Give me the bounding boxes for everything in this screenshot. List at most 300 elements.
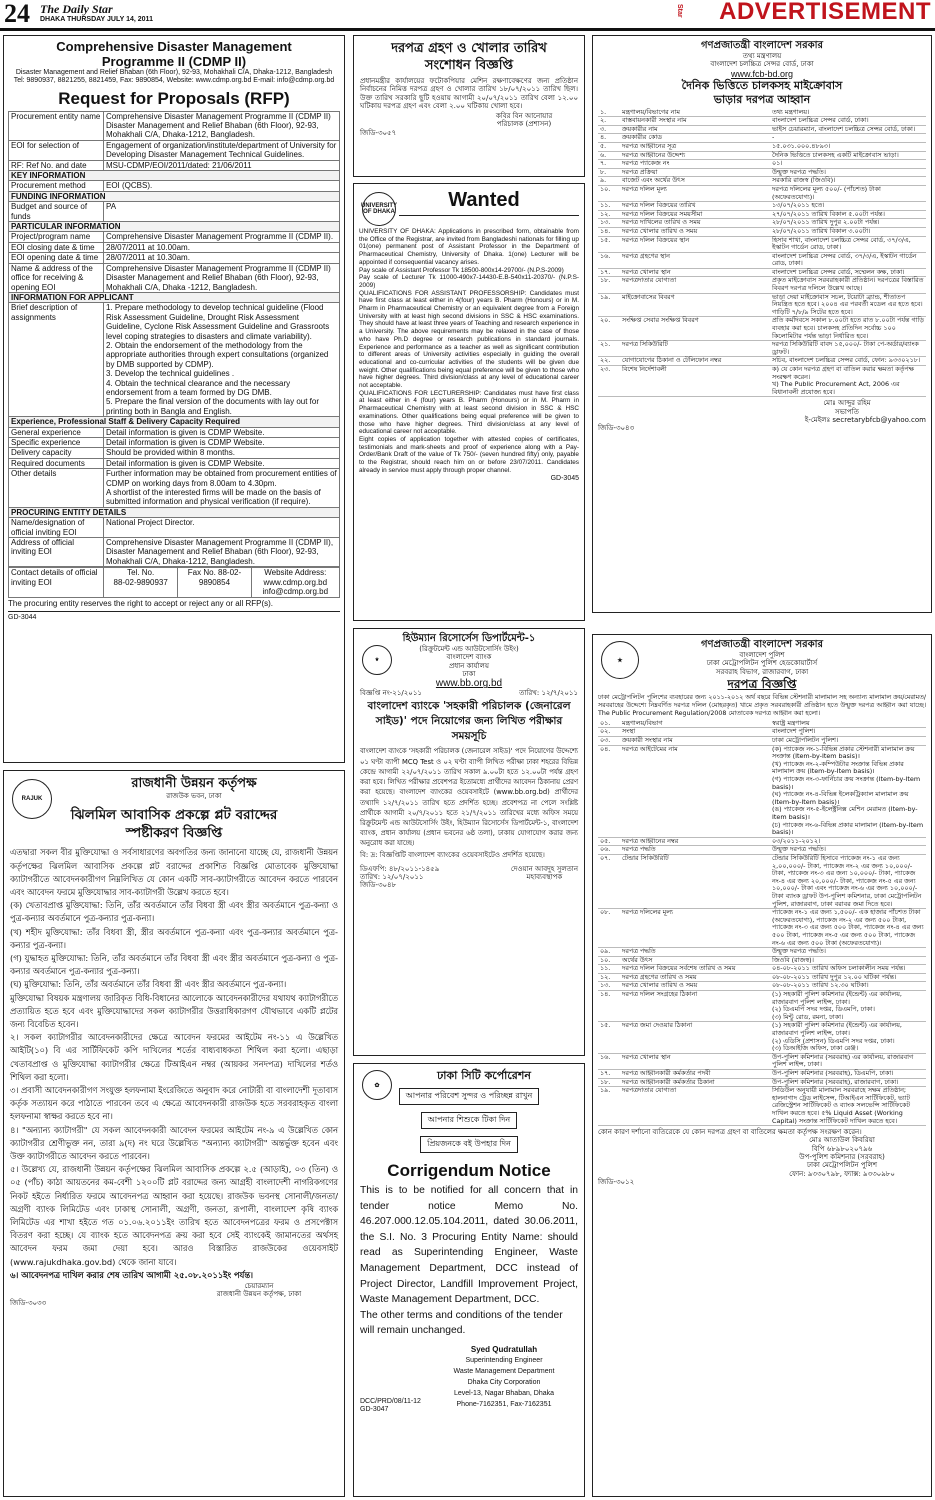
row-label: দরপত্রদাতার যোগ্যতা	[620, 1087, 770, 1126]
row-label: দরপত্র সিকিউরিটি	[620, 341, 770, 357]
schedule-row	[598, 1070, 926, 1079]
schedule-row	[598, 948, 926, 957]
row-number: ৮.	[598, 168, 620, 177]
row-value: উপ-পুলিশ কমিশনার (সরবরাহ) এর কার্যালয়, রাজারবাগ পুলিশ লাইন্স, ঢাকা।	[770, 1053, 926, 1069]
row-value: উন্মুক্ত দরপত্র পদ্ধতি।	[770, 846, 926, 855]
row-number: ১৯.	[598, 293, 620, 317]
row-value: (১) সহকারী পুলিশ কমিশনার (ইন্ডেন্ট) এর কার্যালয়, রাজারবাগ পুলিশ লাইন্স, ঢাকা। (২) ডিএমপি সদর দপ্তর, ডিএমপি, ঢাকা। (৩) মিন্টু রোড, রমনা, ঢাকা।	[770, 991, 926, 1022]
rfp-row	[9, 171, 340, 181]
contact-email: ই-মেইলঃ secretarybfcb@yahoo.com	[804, 415, 926, 424]
schedule-row	[598, 185, 926, 201]
row-value: উপ-পুলিশ কমিশনার (সরবরাহ), রাজারবাগ, ঢাকা।	[770, 1078, 926, 1087]
rfp-row	[9, 292, 340, 302]
schedule-row	[598, 277, 926, 293]
ad-code: জিডি-৩০৫৭	[360, 128, 397, 137]
row-number: ০৯.	[598, 948, 620, 957]
cdmp-title-2: Programme II (CDMP II)	[101, 54, 247, 69]
tender-heading-2: ভাড়ার দরপত্র আহ্বান	[713, 92, 811, 106]
row-value: ০১।	[770, 160, 926, 169]
row-label: দরপত্র দাখিলের তারিখ ও সময়	[620, 219, 770, 228]
rfp-field-value: Should be provided within 8 months.	[104, 448, 340, 458]
police-tail: কোন কারণ দর্শানো ব্যতিরেকে যে কোন দরপত্র গ্রহণ বা বাতিলের ক্ষমতা কর্তৃপক্ষ সংরক্ষণ করেন।	[598, 1128, 862, 1137]
ad-code: GD-3047	[360, 1406, 389, 1414]
rajuk-heading-1: ঝিলমিল আবাসিক প্রকল্পে প্লট বরাদ্দের	[70, 807, 278, 824]
rfp-section-heading: PROCURING ENTITY DETAILS	[9, 507, 340, 517]
rajuk-para-1: মুক্তিযোদ্ধা বিষয়ক মন্ত্রণালয় জারিকৃত বিধি-বিধানের আলোকে আবেদনকারীদের যথাযথ ক্যাটাগরীতে প্রত্যায়িত হতে হবে এবং মুক্তিযোদ্ধাদের সকল ক্যাটাগরীর উত্তরাধিকারগণ যৌথভাবে একটি প্লটের জন্য বিবেচিত হবেন।	[10, 992, 338, 1029]
rfp-note: The procuring entity reserves the right to accept or reject any or all RFP(s).	[8, 598, 273, 608]
row-number: ২.	[598, 117, 620, 126]
rfp-row	[9, 232, 340, 242]
dcc-title: ঢাকা সিটি কর্পোরেশন	[437, 1069, 531, 1082]
amend-title-2: সংশোধন বিজ্ঞপ্তি	[424, 58, 514, 73]
schedule-row	[598, 737, 926, 746]
row-number: ১৪.	[598, 227, 620, 236]
row-value: সিডিউল অনুযায়ী মালামাল সরবরাহে সক্ষম প্রতিষ্ঠান; হালনাগাদ ট্রেড লাইসেন্স, টিআইএন সার্টিফিকেট, ভ্যাট রেজিস্ট্রেশন সার্টিফিকেট ও ব্যাংক সলভেন্সি সার্টিফিকেট দাখিল করতে হবে। ৫% Liquid Asset (Working Capital) সংক্রান্ত সার্টিফিকেট দাখিল করতে হবে।	[770, 1087, 926, 1126]
contact-tel: Tel. No. 88-02-9890937	[104, 568, 178, 597]
rfp-row	[9, 303, 340, 417]
pay-scale-lecturer: Pay scale of Lecturer Tk 11000-490x7-14430-E.B-540x11-20370/- (N.P.S-2009)	[359, 274, 579, 289]
rfp-row	[9, 160, 340, 170]
divider	[399, 215, 579, 216]
row-value: ০৮-০৮-২০১১ তারিখ ১২.৩০ ঘটিকা।	[770, 982, 926, 991]
rfp-row	[9, 448, 340, 458]
slogan-environment: আপনার পরিবেশ সুন্দর ও পরিচ্ছন্ন রাখুন	[399, 1088, 540, 1105]
ad-code: জিডি-৩০১২	[598, 1177, 635, 1186]
rfp-row	[9, 242, 340, 252]
rfp-row	[9, 469, 340, 508]
row-value: ভাইস চেয়ারম্যান, বাংলাদেশ চলচ্চিত্র সেন্সর বোর্ড, ঢাকা।	[770, 125, 926, 134]
row-number: ১৩.	[598, 982, 620, 991]
row-number: ১২.	[598, 210, 620, 219]
row-number: ০৫.	[598, 837, 620, 846]
row-value: প্যাকেজ নং-১ এর জন্য ১,৫০০/- এক হাজার পাঁচশত টাকা (অফেরতযোগ্য), প্যাকেজ নং-২ এর জন্য ৫০০ টাকা, প্যাকেজ নং-৩ এর জন্য ৫০০ টাকা, প্যাকেজ নং-৪ এর জন্য ৫০০ টাকা, প্যাকেজ নং-৫ এর জন্য ৫০০ টাকা, প্যাকেজ নং-৬ এর জন্য ৫০০ টাকা (অফেরতযোগ্য)।	[770, 909, 926, 948]
page-number: 24	[4, 0, 30, 28]
category-list	[10, 899, 338, 991]
rfp-field-value: Comprehensive Disaster Management Programme II (CDMP II).	[104, 232, 340, 242]
amend-title-1: দরপত্র গ্রহণ ও খোলার তারিখ	[391, 41, 547, 56]
rajuk-para-6: ৬। আবেদনপত্র দাখিল করার শেষ তারিখ আগামী ২৫.০৮.২০১১ইং পর্যন্ত।	[10, 1269, 254, 1280]
rfp-table	[8, 111, 340, 568]
row-label: দরপত্র খোলার তারিখ ও সময়	[620, 227, 770, 236]
police-logo: ★	[601, 641, 639, 679]
schedule-row	[598, 909, 926, 948]
tender-schedule	[598, 109, 926, 398]
contact-web: Website Address: www.cdmp.org.bd info@cdmp.org.bd	[251, 568, 339, 597]
cdmp-address: Disaster Management and Relief Bhaban (6th Floor), 92-93, Mohakhali C/A, Dhaka-1212, Bangladesh	[15, 69, 333, 76]
row-label: দরপত্র আহ্বানের উদ্দেশ্য	[620, 151, 770, 160]
police-intro: ঢাকা মেট্রোপলিটন পুলিশের ব্যবহারের জন্য ২০১১-২০১২ অর্থ বছরে বিভিন্ন স্টেশনারী মালামাল সহ অন্যান্য মালামাল ক্রয়/মেরামত/সরবরাহের উদ্দেশ্যে নিম্নবর্ণিত দরপত্র দলিল (মোহরকৃত) খামে প্রকৃত সরবরাহকারী প্রতিষ্ঠান হতে উন্মুক্ত দরপত্র আহ্বান করা যাচ্ছে। The Public Procurement Regulation/2008 মোতাবেক দরপত্র আহ্বান করা হলো।	[598, 693, 926, 717]
rfp-field-label: Procurement entity name	[9, 111, 104, 140]
rajuk-title: রাজধানী উন্নয়ন কর্তৃপক্ষ	[131, 776, 257, 791]
row-number: ১৮.	[598, 277, 620, 293]
row-value: ২৮/০৭/২০১১ তারিখ দুপুর ২.০০টা পর্যন্ত।	[770, 219, 926, 228]
rfp-row	[9, 191, 340, 201]
rfp-field-value: MSU-CDMP/EOI/2011/dated: 21/06/2011	[104, 160, 340, 170]
row-value: দরপত্র সিকিউরিটি বাবদ ১৫,০০০/- টাকা পে-অর্ডার/ব্যাংক ড্রাফট।	[770, 341, 926, 357]
schedule-row	[598, 160, 926, 169]
bb-signature: দেওয়ান আবদুহ সুলতান মহাব্যবস্থাপক	[510, 864, 578, 882]
row-value: তথ্য মন্ত্রণালয়।	[770, 109, 926, 117]
row-value: প্রকৃত মাইক্রোবাস সরবরাহকারী প্রতিষ্ঠান। দরপত্রের বিস্তারিত বিবরণ দরপত্র দলিলে উল্লেখ আছে।	[770, 277, 926, 293]
row-label: সংক্ষিপ্ত সেবার সংক্ষিপ্ত বিবরণ	[620, 317, 770, 341]
row-value: উপ-পুলিশ কমিশনার (সরবরাহ), ডিএমপি, ঢাকা।	[770, 1070, 926, 1079]
row-value: স্বরাষ্ট্র মন্ত্রণালয়	[770, 720, 926, 728]
row-number: ০৮.	[598, 909, 620, 948]
schedule-row	[598, 1087, 926, 1126]
police-tender-ad	[592, 634, 932, 1497]
rfp-field-label: Budget and source of funds	[9, 202, 104, 222]
row-value: উন্মুক্ত দরপত্র পদ্ধতি।	[770, 168, 926, 177]
corrigendum-body-2: The other terms and conditions of the tender will remain unchanged.	[360, 1309, 563, 1337]
rfp-field-label: Brief description of assignments	[9, 303, 104, 417]
amend-signature: কবির বিন আনোয়ার পরিচালক (প্রশাসন)	[495, 112, 553, 129]
row-label: বাজেট এবং অর্থের উৎস	[620, 177, 770, 186]
bb-website-link[interactable]: www.bb.org.bd	[435, 678, 503, 690]
row-number: ০৪.	[598, 745, 620, 837]
bb-note: বি: দ্র: বিজ্ঞপ্তিটি বাংলাদেশ ব্যাংকের ওয়েবসাইটেও প্রদর্শিত হয়েছে।	[360, 850, 545, 859]
row-value: ০৪-০৮-২০১১ তারিখ অফিস চলাকালীন সময় পর্যন্ত।	[770, 965, 926, 974]
contact-fax: Fax No. 88-02- 9890854	[178, 568, 251, 597]
rfp-section-heading: PARTICULAR INFORMATION	[9, 222, 340, 232]
rfp-row	[9, 222, 340, 232]
row-value: ০৩/২০১১-২০১২।	[770, 837, 926, 846]
row-number: ১৭.	[598, 1070, 620, 1079]
row-number: ১৩.	[598, 219, 620, 228]
rfp-field-label: General experience	[9, 427, 104, 437]
govt-title: গণপ্রজাতন্ত্রী বাংলাদেশ সরকার	[701, 40, 823, 51]
schedule-row	[598, 202, 926, 211]
schedule-row	[598, 854, 926, 908]
row-number: ০১.	[598, 720, 620, 728]
schedule-row	[598, 1022, 926, 1053]
divider	[8, 611, 340, 612]
row-number: ১৮.	[598, 1078, 620, 1087]
tender-amendment-ad	[353, 35, 585, 177]
rfp-row	[9, 518, 340, 538]
row-number: ৯.	[598, 177, 620, 186]
bb-heading: বাংলাদেশ ব্যাংকে 'সহকারী পরিচালক (জেনারেল সাইড)' পদে নিয়োগের জন্য লিখিত পরীক্ষার সময়সূচি	[367, 700, 571, 743]
bangladesh-bank-ad	[353, 628, 585, 1056]
dhaka-university-logo: UNIVERSITY OF DHAKA	[362, 192, 396, 226]
row-value: ক) যে কোন দরপত্র গ্রহণ বা বাতিল করার ক্ষমতা কর্তৃপক্ষ সংরক্ষণ করেন। খ) The Public Procurement Act, 2006 এর বিধানাবলী প্রযোজ্য হবে।	[770, 366, 926, 397]
row-value: সচিব, বাংলাদেশ চলচ্চিত্র সেন্সর বোর্ড, ফোন: ৯৩৩০২১৮।	[770, 357, 926, 366]
rfp-row	[9, 417, 340, 427]
row-label: দরপত্র গ্রহণের স্থান	[620, 252, 770, 268]
rfp-field-value: Detail information is given is CDMP Website.	[104, 458, 340, 468]
rfp-field-label: Delivery capacity	[9, 448, 104, 458]
amend-body: প্রধানমন্ত্রীর কার্যালয়ের ফটোকপিয়ার মেশিন রক্ষণাবেক্ষণের জন্য প্রতিষ্ঠান নির্বাচনের নিমিত্ত দরপত্র গ্রহণ ও খোলার তারিখ ১৮/০৭/২০১১ তারিখ ছিল। উক্ত তারিখ সরকারি ছুটি হওয়ায় আগামী ২০/০৭/২০১১ তারিখ বেলা ১২.০০ ঘটিকায় দরপত্র গ্রহণ এবং বেলা ২.০০ ঘটিকায় খোলা হবে।	[360, 77, 578, 110]
row-value: ভাড়া দেয়া মাইক্রোবাস সচল, টয়োটা ব্র্যান্ড, শীতাতপ নিয়ন্ত্রিত হতে হবে। ২০০৪ এর পরবর্তী মডেল এর হতে হবে। গাড়িটি ৭/৮/৯ সিটের হতে হবে।	[770, 293, 926, 317]
dcc-corrigendum-ad	[353, 1063, 585, 1497]
wanted-intro: UNIVERSITY OF DHAKA: Applications in prescribed form, obtainable from the Office of the Registrar, are invited from Bangladeshi nationals for filling up 01(one) permanent post of Assistant Professor in the Department of Pharmaceutical Chemistry, University of Dhaka. 1(one) Lecturer will be appointed if consequential vacancy arises.	[359, 228, 579, 266]
schedule-row	[598, 720, 926, 728]
schedule-row	[598, 227, 926, 236]
corrigendum-body: This is to be notified for all concern that in tender notice Memo No. 46.207.000.12.05.104.2011, dated 30.06.2011, the S.I. No. 3 Procuring Entity Name: should read as Superintending Engineer, Waste Management Department, DCC instead of Project Director, Landfill Improvement Project, Waste Management Department, DCC.	[360, 1185, 578, 1306]
schedule-row	[598, 117, 926, 126]
rfp-field-value: 1. Prepare methodology to develop technical guideline (Flood Risk Assessment Guideline, Drought Risk Assessment Guideline, Cyclone Risk Assessment Guideline and Grassroots level coping strategies to disasters and climate variability). 2. Obtain the endorsement of the methodology from the appropriate authorities through expert consultations (organized by DMB supported by CDMP). 3. Develop the technical guidelines . 4. Obtain the technical clearance and the necessary endorsement from a team formed by DG DMB. 5. Prepare the final version of the documents with lay out for printing both in Bangla and English.	[104, 303, 340, 417]
row-label: দরপত্র আইটেমের নাম	[620, 745, 770, 837]
ad-code: GD-3044	[8, 613, 37, 621]
row-number: ১০.	[598, 185, 620, 201]
dfp-number: ডিএফপি: ৪৮/২০১১-১৪৫৯	[360, 864, 440, 873]
rajuk-ad	[3, 770, 345, 1497]
row-label: দরপত্র গ্রহণের তারিখ ও সময়	[620, 973, 770, 982]
row-number: ০৭.	[598, 854, 620, 908]
rfp-section-heading: KEY INFORMATION	[9, 171, 340, 181]
rfp-row	[9, 181, 340, 191]
wanted-ad	[353, 183, 585, 621]
schedule-row	[598, 991, 926, 1022]
police-dept: বাংলাদেশ পুলিশ	[739, 651, 785, 659]
row-value: (ক) প্যাকেজ নং-১-বিভিন্ন প্রকার স্টেশনারী মালামাল ক্রয় সংক্রান্ত (Item-by-Item basis)। (খ) প্যাকেজ নং-২-কম্পিউটার সংক্রান্ত বিভিন্ন প্রকার মালামাল ক্রয় (Item-by-Item basis)। (গ) প্যাকেজ নং-৩-ফার্নিচার ক্রয় সংক্রান্ত (Item-by-Item basis)। (ঘ) প্যাকেজ নং-৪-বিভিন্ন ইলেকট্রিক্যাল মালামাল ক্রয় (Item-by-Item basis)। (ঙ) প্যাকেজ নং-৫-ইলেক্ট্রনিক্স মেশিন মেরামত (Item-by-Item basis)। (চ) প্যাকেজ নং-৬-বিভিন্ন প্রকার মালামাল (Item-by-Item basis)।	[770, 745, 926, 837]
row-value: দৈনিক ভিত্তিতে চালকসহ একটি মাইক্রোবাস ভাড়া।	[770, 151, 926, 160]
rfp-row	[9, 140, 340, 160]
rfp-field-value: Detail information is given is CDMP Website.	[104, 427, 340, 437]
row-label: দরপত্র আহ্বানের সূত্র	[620, 142, 770, 151]
rajuk-para-2: ২। সকল ক্যাটাগরীর আবেদনকারীদের ক্ষেত্রে আবেদন ফরমের আইটেম নং-১১ এ উল্লেখিত আইটি(১০) বি এর সার্টিফিকেট কপি দাখিলের শর্তের বাধ্যবাধকতা শিথিল করা হলো। এছাড়া খেতাবপ্রাপ্ত ও মুক্তিযোদ্ধা ক্যাটাগরীর ক্ষেত্রে টিআইএন নম্বর (আয়কর সনদপত্র) দাখিলের শর্তও শিথিল করা হলো।	[10, 1032, 338, 1082]
rajuk-intro: এতদ্বারা সকল বীর মুক্তিযোদ্ধা ও সর্বসাধারণের অবগতির জন্য জানানো যাচ্ছে যে, রাজধানী উন্নয়ন কর্তৃপক্ষের ঝিলমিল আবাসিক প্রকল্পে প্লট বরাদ্দের প্রকাশিত বিজ্ঞপ্তি মোতাবেক মুক্তিযোদ্ধা ক্যাটাগরীতে আবেদনকারীগণ নিম্নলিখিত যে কোন একটি সাব-ক্যাটাগরীতে আবেদন করতে পারবেন এবং আবেদন ফরমে মুক্তিযোদ্ধার সাব-ক্যাটাগরী উল্লেখ করতে হবে।	[10, 847, 338, 897]
rfp-row	[9, 111, 340, 140]
row-value: বাংলাদেশ পুলিশ।	[770, 728, 926, 737]
row-label: দরপত্র পদ্ধতি	[620, 846, 770, 855]
ministry-name: তথ্য মন্ত্রণালয়	[742, 52, 782, 60]
rfp-field-label: Name & address of the office for receiving & opening EOI	[9, 263, 104, 292]
rfp-row	[9, 263, 340, 292]
row-number: ২১.	[598, 341, 620, 357]
category-item: (খ) শহীদ মুক্তিযোদ্ধা: তাঁর বিধবা স্ত্রী, স্ত্রীর অবর্তমানে পুত্র-কন্যা এবং পুত্র-কন্যার অবর্তমানে পুত্র-কন্যার পুত্র-কন্যা।	[10, 926, 338, 950]
ad-code: জিডি-৩০৪৩	[598, 424, 635, 433]
rfp-section-heading: Experience, Professional Staff & Delivery Capacity Required	[9, 417, 340, 427]
rfp-field-value: 28/07/2011 at 10.30am.	[104, 253, 340, 263]
schedule-row	[598, 252, 926, 268]
schedule-row	[598, 341, 926, 357]
rajuk-para-4: ৪। "অন্যান্য ক্যাটাগরী" যে সকল আবেদনকারী আবেদন ফরমের আইটেম নং-৯ এ উল্লেখিত কোন ক্যাটাগরীর শ্রেণীভুক্ত নন, তারা ৯(দ) নং ঘরে উল্লেখিত "অন্যান্য ক্যাটাগরী" অন্তর্ভুক্ত হবেন এবং উক্ত ক্যাটাগরীতে আবেদন করতে পারবেন।	[10, 1124, 338, 1161]
row-number: ১.	[598, 109, 620, 117]
row-label: দরপত্র জমা দেওয়ার ঠিকানা	[620, 1022, 770, 1053]
newspaper-name: The Daily Star	[40, 2, 113, 16]
rfp-field-value: PA	[104, 202, 340, 222]
row-label: দরপত্র আহ্বানকারী কর্মকর্তার পদবী	[620, 1070, 770, 1079]
rfp-field-value: Detail information is given is CDMP Website.	[104, 438, 340, 448]
row-number: ১৪.	[598, 991, 620, 1022]
rfp-row	[9, 253, 340, 263]
rfp-field-value: Engagement of organization/institute/department of University for Developing Disaster Management Technical Guidelines.	[104, 140, 340, 160]
row-label: দরপত্র দলিল বিক্রয়ের সর্বশেষ তারিখ ও সময়	[620, 965, 770, 974]
rfp-row	[9, 507, 340, 517]
row-label: মন্ত্রণালয়/বিভাগের নাম	[620, 109, 770, 117]
ad-code: জিডি-৩০৩৩	[10, 1298, 47, 1307]
contact-table	[8, 567, 340, 597]
slogan-books: প্রিয়জনকে বই উপহার দিন	[420, 1136, 518, 1153]
row-value: উন্মুক্ত দরপত্র পদ্ধতি।	[770, 948, 926, 957]
row-label: দরপত্রদাতার যোগ্যতা	[620, 277, 770, 293]
rfp-field-label: EOI closing date & time	[9, 242, 104, 252]
row-label: দরপত্র আহ্বানের নম্বর	[620, 837, 770, 846]
rfp-field-value: 28/07/2011 at 10.00am.	[104, 242, 340, 252]
row-label: সংস্থা	[620, 728, 770, 737]
row-value: বাংলাদেশ চলচ্চিত্র সেন্সর বোর্ড, সম্মেলন কক্ষ, ঢাকা।	[770, 268, 926, 277]
wanted-title: Wanted	[448, 189, 520, 211]
police-tender-schedule	[598, 720, 926, 1126]
qualifications-lecturer: QUALIFICATIONS FOR LECTURERSHIP: Candidates must have first class at least either in 4 (four) years B. Pharm (Honours) or in M. Pharm in Pharmaceutical Chemistry with at least second division in SSC & HSC examinations. Other qualifications being equal preference will be given to those who have higher degrees. Third division/class at any level of educational career not acceptable.	[359, 389, 579, 436]
govt-title: গণপ্রজাতন্ত্রী বাংলাদেশ সরকার	[701, 639, 823, 650]
notice-date: তারিখ: ১২/৭/২০১১	[519, 689, 578, 698]
row-number: ৩.	[598, 125, 620, 134]
row-value: ২৭/০৭/২০১১ তারিখ বিকাল ৫.০০টা পর্যন্ত।	[770, 210, 926, 219]
row-label: দরপত্র দলিল বিক্রয়ের স্থান	[620, 236, 770, 252]
issue-date: DHAKA THURSDAY JULY 14, 2011	[40, 16, 153, 23]
row-number: ১৫.	[598, 236, 620, 252]
row-label: ক্রয়কারীর কোড	[620, 134, 770, 143]
row-value: বাংলাদেশ চলচ্চিত্র সেন্সর বোর্ড, ৩৭/৩/এ, ইস্কাটন গার্ডেন রোড, ঢাকা।	[770, 252, 926, 268]
rfp-field-label: Procurement method	[9, 181, 104, 191]
rfp-row	[9, 438, 340, 448]
tender-notice-heading: দরপত্র বিজ্ঞপ্তি	[727, 676, 797, 691]
rfp-field-label: Other details	[9, 469, 104, 508]
rajuk-address: রাজউক ভবন, ঢাকা	[166, 792, 222, 800]
row-label: দরপত্র দলিল মূল্য	[620, 185, 770, 201]
rfp-field-label: Required documents	[9, 458, 104, 468]
row-label: যোগাযোগের ঠিকানা ও টেলিফোন নম্বর	[620, 357, 770, 366]
row-value: বাংলাদেশ চলচ্চিত্র সেন্সর বোর্ড, ঢাকা।	[770, 117, 926, 126]
slogan-vaccine: আপনার শিশুকে টিকা দিন	[421, 1112, 517, 1129]
ad-code: GD-3045	[550, 474, 579, 482]
pay-scale-assistant-professor: Pay scale of Assistant Professor Tk 18500-800x14-29700/- (N.P.S-2009)	[359, 266, 564, 274]
row-label: মন্ত্রণালয়/বিভাগ	[620, 720, 770, 728]
qualifications-assistant-professor: QUALIFICATIONS FOR ASSISTANT PROFESSORSHIP: Candidates must have first class at least either in 4(four) years B. Pharm (Honours) or in M. Pharm in Pharmaceutical Chemistry or an equivalent degree from a Foreign University with at least high second divisions in SSC & HSC examinations. They should have at least three years of Teaching and research experience in a University. The above requirements may be relaxed in the case of those who have Ph.D degree or research publications in standard journals. Experience and performance as a teacher as well as significant contribution to different areas of University activities especially in guiding the overall educational and co-curricular activities of the students will be given due weight. Other qualifications being equal preference will be given to those who have higher degrees. Third division/class at any level of educational career not acceptable.	[359, 289, 579, 390]
bb-office: প্রধান কার্যালয়	[449, 661, 489, 670]
row-number: ১১.	[598, 202, 620, 211]
cdmp-title-1: Comprehensive Disaster Management	[56, 39, 292, 54]
row-number: ২০.	[598, 317, 620, 341]
tender-heading-1: দৈনিক ভিত্তিতে চালকসহ মাইক্রোবাস	[681, 78, 843, 92]
row-label: অর্থের উৎস	[620, 956, 770, 965]
row-number: ৬.	[598, 151, 620, 160]
schedule-row	[598, 1053, 926, 1069]
masthead	[0, 0, 935, 30]
row-number: ১৫.	[598, 1022, 620, 1053]
row-label: টেন্ডার সিকিউরিটি	[620, 854, 770, 908]
dcc-ref: DCC/PRD/08/11-12	[360, 1397, 421, 1405]
bb-body: বাংলাদেশ ব্যাংকে 'সহকারী পরিচালক (জেনারেল সাইড)' পদে নিয়োগের উদ্দেশ্যে ০১ ঘণ্টা ব্যাপী MCQ Test ও ০২ ঘণ্টা ব্যাপী লিখিত পরীক্ষা ঢাকা শহরের বিভিন্ন কেন্দ্রে আগামী ২২/০৭/২০১১ তারিখ সকাল ৯.০০টা হতে ১২.০০টা পর্যন্ত গ্রহণ করা হবে। লিখিত পরীক্ষার প্রবেশপত্র ইতোমধ্যে প্রার্থীদের আবেদন ঠিকানায় প্রেরণ করা হয়েছে। বাংলাদেশ ব্যাংকের ওয়েবসাইটে (www.bb.org.bd) প্রার্থীদের তথ্যাদি ১২/৭/২০১১ তারিখ হতে প্রদর্শিত হচ্ছে। প্রবেশপত্র না পেলে সংশ্লিষ্ট প্রার্থীকে আগামী ২০/৭/২০১১ হতে ২১/৭/২০১১ তারিখের মধ্যে অফিস সময়ে রিক্রুটমেন্ট এন্ড আউটসোর্সিং উইং, হিউম্যান রিসোর্সেস ডিপার্টমেন্ট-১, বাংলাদেশ ব্যাংক, প্রধান কার্যালয় (প্রধান ভবনের ৬ষ্ঠ তলা), ঢাকায় যোগাযোগ করার জন্য অনুরোধ করা যাচ্ছে।	[360, 747, 578, 848]
row-label: দরপত্র দলিল সংগ্রহের ঠিকানা	[620, 991, 770, 1022]
rfp-field-value: Further information may be obtained from procurement entities of CDMP on working days from 8.00am to 4.30pm. A shortlist of the interested firms will be made on the basis of submitted information and physical verification (if require).	[104, 469, 340, 508]
row-label: মাইক্রোবাসের বিবরণ	[620, 293, 770, 317]
row-value: দরপত্র দলিলের মূল্য ৫০০/- (পাঁচশত) টাকা (অফেরতযোগ্য)।	[770, 185, 926, 201]
row-number: ০৩.	[598, 737, 620, 746]
row-number: ৫.	[598, 142, 620, 151]
police-division: সরবরাহ বিভাগ, রাজারবাগ, ঢাকা	[715, 667, 809, 676]
police-hq: ঢাকা মেট্রোপলিটন পুলিশ হেডকোয়ার্টার্স	[706, 659, 818, 668]
rfp-field-label: Address of official inviting EOI	[9, 538, 104, 567]
row-value: প্রতি কর্মদিবসে সকাল ৮.০০টা হতে রাত ৮.০০টা পর্যন্ত গাড়ি ব্যবহার করা হবে। চালকসহ প্রতিদিন সর্বোচ্চ ১০০ কিলোমিটার পর্যন্ত ভাড়া নির্ধারিত হবে।	[770, 317, 926, 341]
schedule-row	[598, 317, 926, 341]
row-number: ১০.	[598, 956, 620, 965]
category-item: (ঘ) মুক্তিযোদ্ধা: তিনি, তাঁর অবর্তমানে তাঁর বিধবা স্ত্রী এবং স্ত্রীর অবর্তমানে পুত্র-কন্যা।	[10, 979, 287, 990]
signatory-details: Superintending Engineer Waste Management Department Dhaka City Corporation Level-13, Nagar Bhaban, Dhaka Phone-7162351, Fax-7162351	[453, 1356, 555, 1408]
bb-city: ঢাকা	[462, 669, 476, 678]
row-label: দরপত্র প্রক্রিয়া	[620, 168, 770, 177]
category-item: (ক) খেতাবপ্রাপ্ত মুক্তিযোদ্ধা: তিনি, তাঁর অবর্তমানে তাঁর বিধবা স্ত্রী এবং স্ত্রীর অবর্তমানে পুত্র-কন্যা ও পুত্র-কন্যার অবর্তমানে পুত্র-কন্যার পুত্র-কন্যা।	[10, 900, 338, 924]
row-number: ০৬.	[598, 846, 620, 855]
row-number: ২২.	[598, 357, 620, 366]
notice-ref: বিজ্ঞপ্তি নং-২১/২০১১	[360, 689, 422, 698]
row-label: দরপত্র দলিল বিক্রয়ের সময়সীমা	[620, 210, 770, 219]
row-value: ০৮-০৮-২০১১ তারিখ দুপুর ১২.০০ ঘটিকা পর্যন্ত।	[770, 973, 926, 982]
row-label: দরপত্র দলিলের মূল্য	[620, 909, 770, 948]
row-value: সরকারি রাজস্ব (জিওবি)।	[770, 177, 926, 186]
schedule-row	[598, 236, 926, 252]
rajuk-heading-2: স্পষ্টীকরণ বিজ্ঞপ্তি	[125, 825, 223, 842]
row-value: (১) সহকারী পুলিশ কমিশনার (ইন্ডেন্ট) এর কার্যালয়, রাজারবাগ পুলিশ লাইন্স, ঢাকা। (২) এডিসি (প্রশাসন) ডিএমপি সদর দপ্তর, ঢাকা। (৩) ডিআইজি অফিস, ঢাকা রেঞ্জ।	[770, 1022, 926, 1053]
row-value: ১৩/০৭/২০১১ হতে।	[770, 202, 926, 211]
row-label: বিশেষ নির্দেশাবলী	[620, 366, 770, 397]
police-signature: মোঃ আতাউল কিবরিয়া বিপি ৬৮৯৮০২০৭৯৬ উপ-পুলিশ কমিশনার (সরবরাহ) ঢাকা মেট্রোপলিটন পুলিশ ফোন: ৯৩৩০৭৯৮, ফ্যাক্স: ৯৩৩০৯৮০	[789, 1136, 895, 1178]
star-tag: Star	[676, 4, 683, 18]
bb-department: হিউম্যান রিসোর্সেস ডিপার্টমেন্ট-১	[402, 633, 536, 644]
rfp-row	[9, 458, 340, 468]
rfp-field-value: Comprehensive Disaster Management Programme II (CDMP II) Disaster Management and Relief Bhaban (6th Floor), 92-93, Mohakhali C/A, Dhaka -1212, Bangladesh.	[104, 263, 340, 292]
rajuk-logo: RAJUK	[12, 779, 52, 819]
row-value: ২৮/০৭/২০১১ তারিখ বিকাল ৩.০০টা।	[770, 227, 926, 236]
schedule-row	[598, 142, 926, 151]
row-number: ১৯.	[598, 1087, 620, 1126]
rfp-row	[9, 538, 340, 567]
row-value: ঢাকা মেট্রোপলিটন পুলিশ।	[770, 737, 926, 746]
rfp-field-value: National Project Director.	[104, 518, 340, 538]
rajuk-para-5: ৫। উল্লেখ্য যে, রাজধানী উন্নয়ন কর্তৃপক্ষের ঝিলমিল আবাসিক প্রকল্পে ২.৫ (আড়াই), ০৩ (তিন) ও ০৫ (পাঁচ) কাঠা আয়তনের কম-বেশী ১২০০টি প্লট বরাদ্দের জন্য আগ্রহী বাংলাদেশী নাগরিকগণের নিকট হইতে নির্ধারিত ফরমে আবেদনপত্র আহ্বান করা হয়েছে। রাজউক ভবনস্থ সোনালী/জনতা/অগ্রণী ব্যাংক লিমিটেড এবং ঢাকাস্থ সোনালী, অগ্রণী, জনতা, রূপালী, বাংলাদেশ কৃষি ব্যাংক লিমিটেড এর শাখা হইতে গত ০১.০৬.২০১১ইং তারিখ হতে আবেদনপত্রের ফরম ও প্রসপেক্টাস বিতরণ করা হচ্ছে। যে ব্যাংক হতে আবেদনপত্র ক্রয় করা হবে সেই ব্যাংকেই জামানতের অর্থসহ আবেদন ফরম জমা দেয়া হবে। আরও বিস্তারিত রাজউকের ওয়েবসাইট (www.rajukdhaka.gov.bd) থেকে জানা যাবে।	[10, 1164, 338, 1267]
schedule-row	[598, 293, 926, 317]
rfp-field-value: Comprehensive Disaster Management Programme II (CDMP II), Disaster Management and Relief Bhaban (6th Floor), 92-93, Mohakhali C/A, Dhaka-1212, Bangladesh.	[104, 538, 340, 567]
rajuk-para-3: ৩। প্রবাসী আবেদনকারীগণ সংযুক্ত হলফনামা ইংরেজিতে অনুবাদ করে নোটারী বা বাংলাদেশী দূতাবাস কর্তৃক সত্যায়ন করে পাঠাতে পারবেন তবে এ ক্ষেত্রে আবেদনকারী রাজউক হতে সরবরাহকৃত বাংলা হলফনামা স্বাক্ষর করতে হবে না।	[10, 1084, 338, 1122]
masthead-rule	[0, 28, 935, 31]
website-link[interactable]: www.fcb-bd.org	[730, 68, 794, 79]
rfp-row	[9, 202, 340, 222]
row-label: দরপত্র খোলার স্থান	[620, 1053, 770, 1069]
dfp-date: তারিখ: ১২/০৭/২০১১	[360, 873, 424, 882]
cdmp-rfp-ad	[3, 35, 345, 763]
row-value: ১৫.০৩১.০০০.৪৮৯৩।	[770, 142, 926, 151]
bb-wing: (রিক্রুটমেন্ট এন্ড আউটসোর্সিং উইং)	[419, 645, 519, 653]
section-title: ADVERTISEMENT	[719, 0, 931, 25]
corrigendum-heading: Corrigendum Notice	[387, 1161, 551, 1180]
bangladesh-bank-logo: ⚜	[362, 645, 392, 675]
application-instructions: Eight copies of application together with attested copies of certificates, testimonials and mark-sheets and proof of experience along with a Pay-Order/Bank Draft of the value of Tk 750/- (seven hundred fifty) only, payable to the Registrar, should reach him on or before 23/07/2011. Candidates already in service must apply through proper channel.	[359, 435, 579, 474]
row-number: ২৩.	[598, 366, 620, 397]
row-label: বাস্তবায়নকারী সংস্থার নাম	[620, 117, 770, 126]
rfp-title: Request for Proposals (RFP)	[58, 88, 290, 108]
row-label: দরপত্র প্যাকেজ নং	[620, 160, 770, 169]
cdmp-contact: Tel: 9890937, 8821255, 8821459, Fax: 9890854, Website: www.cdmp.org.bd E-mail: info@cdmp.org.bd	[13, 77, 335, 85]
rfp-field-label: RF: Ref No. and date	[9, 160, 104, 170]
rfp-field-label: Name/designation of official inviting EOI	[9, 518, 104, 538]
schedule-row	[598, 366, 926, 397]
dcc-logo: ✿	[362, 1070, 392, 1100]
category-item: (গ) যুদ্ধাহত মুক্তিযোদ্ধা: তিনি, তাঁর অবর্তমানে তাঁর বিধবা স্ত্রী এবং স্ত্রীর অবর্তমানে পুত্র-কন্যা ও পুত্র-কন্যার অবর্তমানে পুত্র-কন্যার পুত্র-কন্যা।	[10, 952, 338, 977]
bb-name: বাংলাদেশ ব্যাংক	[446, 653, 492, 662]
row-label: দরপত্র পদ্ধতি	[620, 948, 770, 957]
row-label: দরপত্র দলিল বিক্রয়ের তারিখ	[620, 202, 770, 211]
signatory-name: Syed Qudratullah	[470, 1344, 538, 1354]
ad-code: জিডি-৩০৪৮	[360, 881, 397, 890]
film-censor-tender-ad	[592, 35, 932, 613]
row-label: ক্রয়কারীর নাম	[620, 125, 770, 134]
rfp-field-label: Project/program name	[9, 232, 104, 242]
rfp-field-value: Comprehensive Disaster Management Programme II (CDMP II) Disaster Management and Relief Bhaban (6th Floor), 92-93, Mohakhali C/A, Dhaka-1212, Bangladesh.	[104, 111, 340, 140]
row-number: ১১.	[598, 965, 620, 974]
row-value: টেন্ডার সিকিউরিটি হিসাবে প্যাকেজ নং-১ এর জন্য ২,০০,০০০/- টাকা, প্যাকেজ নং-২ এর জন্য ১০,০০০/- টাকা, প্যাকেজ নং-৩ এর জন্য ১০,০০০/- টাকা, প্যাকেজ নং-৪ এর জন্য ২০,০০০/- টাকা, প্যাকেজ নং-৫ এর জন্য ১০,০০০/- টাকা এবং প্যাকেজ নং-৬ এর জন্য ১০,০০০/- টাকা ব্যাংক ড্রাফট উপ-পুলিশ কমিশনার, ঢাকা মেট্রোপলিটন পুলিশ, রাজারবাগ, ঢাকা বরাবর জমা দিতে হবে।	[770, 854, 926, 908]
row-number: ১৬.	[598, 1053, 620, 1069]
